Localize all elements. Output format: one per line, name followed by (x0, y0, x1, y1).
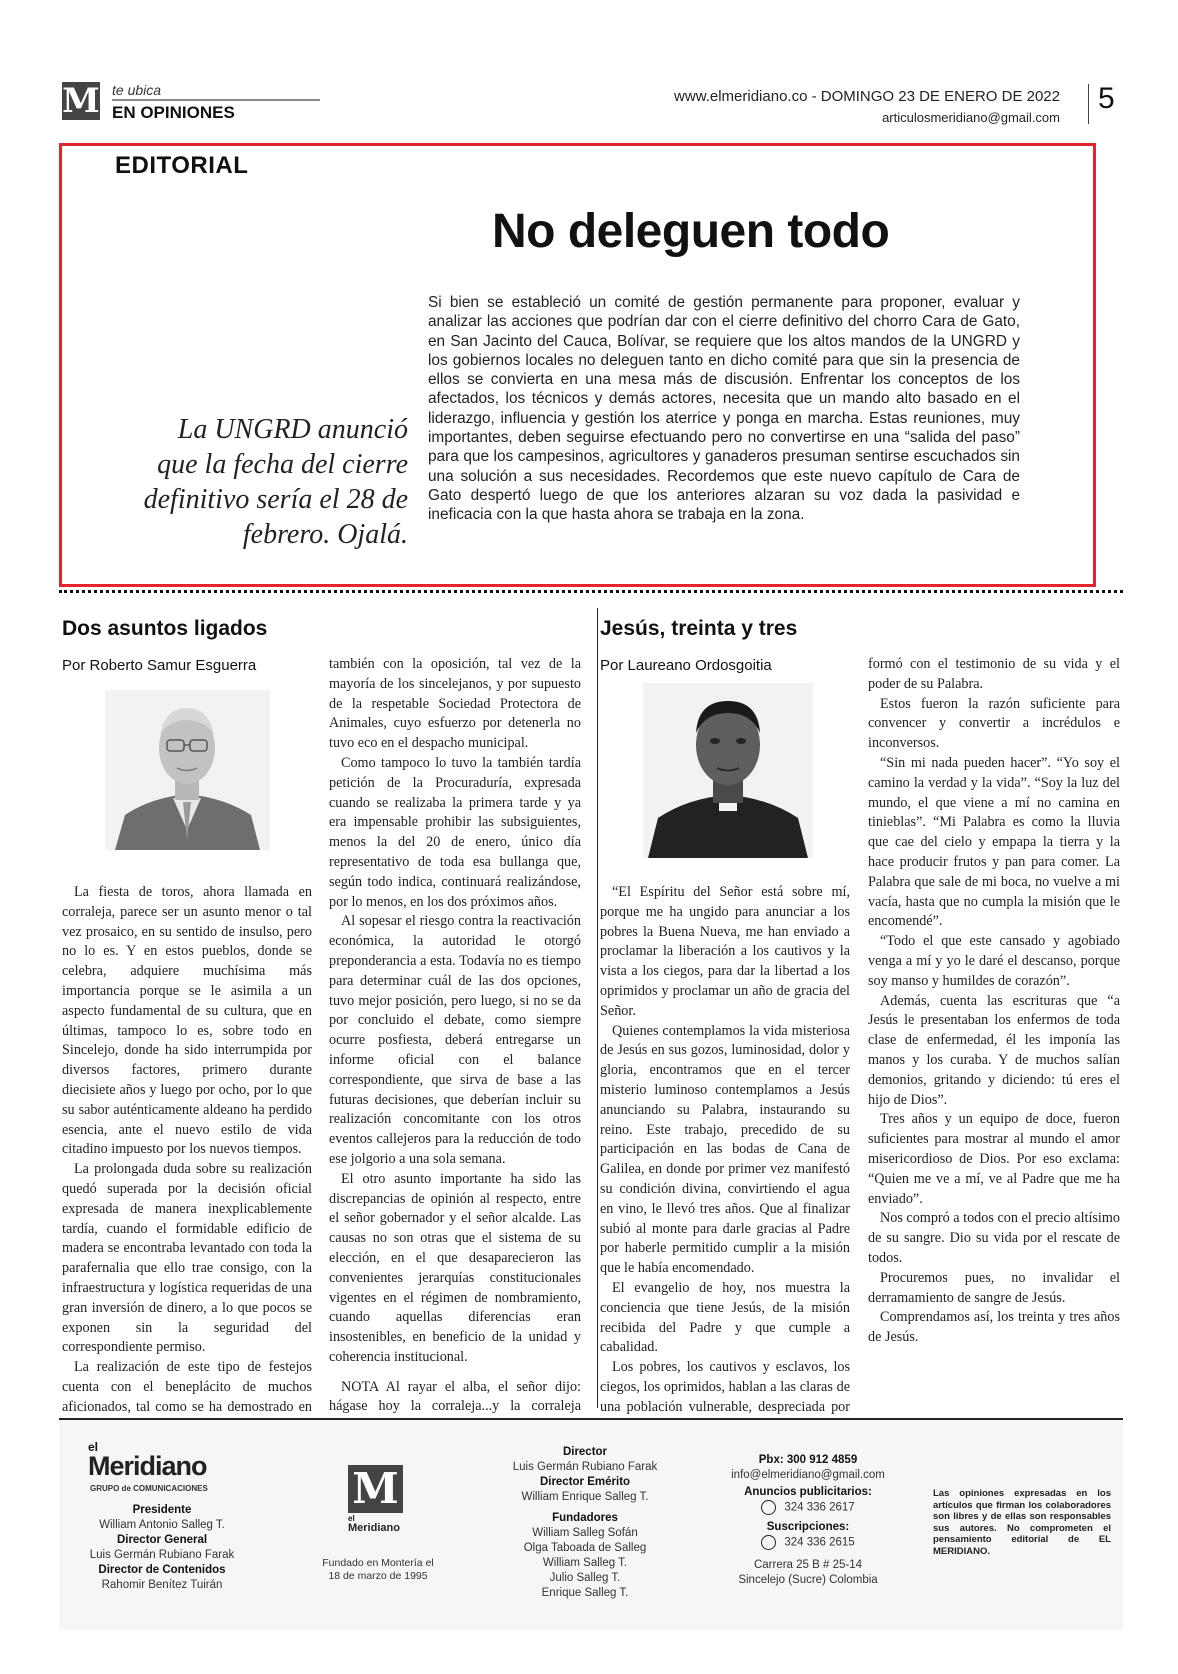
paragraph: Comprendamos así, los treinta y tres años de Jesús. (868, 1309, 1120, 1346)
footer-logo-name: Meridiano (348, 1522, 400, 1534)
director-label: Director (562, 1446, 608, 1458)
paragraph: El otro asunto importante ha sido las discrepancias de opinión al respecto, entre el señor gobernador y el señor alcalde. Las causas no son otras que el sistema de su elección, en el que desaparecieron las convenientes jerarquías constitucionales vigentes en el régimen de nombramiento, cuando aquellas diferencias eran insostenibles, en beneficio de la unidad y coherencia institucional. (329, 1170, 581, 1365)
article1-column1 (62, 883, 312, 1437)
paragraph: Procuremos pues, no invalidar el derramamiento de sangre de Jesús. (868, 1269, 1120, 1306)
paragraph: El evangelio de hoy, nos muestra la conciencia que tiene Jesús, de la misión recibida del Padre y que cumple a cabalidad. (600, 1279, 850, 1356)
paragraph: Además, cuenta las escrituras que “a Jesús le presentaban los enfermos de toda clase de enfermedad, él les imponía las manos y los curaba. Y de muchos salían demonios, gritando y diciendo: tú eres el hijo de Dios”. (868, 992, 1120, 1108)
paragraph: también con la oposición, tal vez de la mayoría de los sincelejanos, y por supuesto de la respetable Sociedad Protectora de Animales, cuyo esfuerzo por detenerla no tuvo eco en el despacho municipal. (329, 656, 581, 752)
director-general-label: Director General (116, 1534, 208, 1546)
director-general-name: Luis Germán Rubiano Farak (89, 1549, 235, 1561)
whatsapp-icon (761, 1535, 776, 1550)
editorial-body: Si bien se estableció un comité de gestión permanente para proponer, evaluar y analizar las acciones que podrían dar con el cierre definitivo del chorro Cara de Gato, en San Jacinto del Cauca, Bolívar, se requiere que los altos mandos de la UNGRD y los gobiernos locales no deleguen tanto en dicho comité para que sin la presencia de ellos se convierta en una mesa más de discusión. Enfrentar los conceptos de los afectados, los técnicos y demás actores, necesita que un mando alto basado en el liderazgo, influencia y gestión los aterrice y ponga en marcha. Estas reuniones, muy importantes, deben seguirse efectuando pero no convertirse en una “salida del paso” para que los campesinos, agricultores y ganaderos presuman sentirse escuchados sin una solución a sus necesidades. Recordemos que este nuevo capítulo de Cara de Gato despertó luego de que los anteriores alzaran su voz dada la pasividad e ineficacia con la que hasta ahora se trabaja en la zona. (428, 294, 1020, 524)
editorial-label: EDITORIAL (115, 152, 249, 179)
suscripciones-phone: 324 336 2615 (784, 1536, 855, 1549)
suscripciones-row (708, 1535, 908, 1551)
footer-logo-el: el (348, 1514, 355, 1523)
article1-byline: Por Roberto Samur Esguerra (62, 657, 257, 674)
director-emerito-label: Director Emérito (539, 1476, 631, 1488)
brand-subtitle: GRUPO de COMUNICACIONES (90, 1484, 208, 1493)
paragraph: Al sopesar el riesgo contra la reactivación económica, la autoridad le otorgó preponderancia a esta. Todavía no es tiempo para determinar cuál de las dos opciones, tuvo mejor posición, pero luego, si no se da por concluido el debate, como siempre ocurre posfiesta, deberá entregarse un informe oficial con el balance correspondiente, que sirva de base a las futuras decisiones, que deberían incluir su realización concomitante con los otros eventos callejeros para la reducción de todo ese jolgorio a una sola semana. (329, 913, 581, 1167)
footer-staff-block (62, 1503, 262, 1593)
paragraph: formó con el testimonio de su vida y el poder de su Palabra. (868, 656, 1120, 692)
fundadores-label: Fundadores (552, 1512, 618, 1524)
footer-disclaimer: Las opiniones expresadas en los artículos que firman los colaboradores son libres y de ellas son responsables sus autores. No comprometen el pensamiento editorial de EL MERIDIANO. (933, 1488, 1111, 1557)
anuncios-phone: 324 336 2617 (784, 1501, 855, 1514)
meridiano-logo: M (62, 81, 100, 121)
paragraph: La fiesta de toros, ahora llamada en corraleja, parece ser un asunto menor o tal vez prosaico, en su sentido de insulso, pero no lo es. Y en estos pueblos, donde se celebra, adquiere muchísima más importancia porque se le asimila a un aspecto fundamental de su cultura, que en últimas, tampoco lo es, sobre todo en Sincelejo, donde ha sido interrumpida por diversos factores, primero durante diecisiete años y luego por ocho, por lo que su sabor auténticamente aldeano ha perdido esencia, ante el nuevo estilo de vida citadino impuesto por los nuevos tiempos. (62, 884, 312, 1158)
page-number: 5 (1098, 82, 1115, 115)
paragraph: “Sin mi nada pueden hacer”. “Yo soy el camino la verdad y la vida”. “Soy la luz del mundo, el que viene a mí no camina en tinieblas”. “Mi Palabra es como la lluvia que cae del cielo y empapa la tierra y la hace producir frutos y pan para comer. La Palabra que sale de mi boca, no vuelve a mi vacía, hasta que no cumpla la misión que le encomendé”. (868, 754, 1120, 930)
fundador: Julio Salleg T. (549, 1572, 621, 1584)
section-tagline: te ubica (112, 82, 162, 98)
editorial-pull-quote: La UNGRD anunció que la fecha del cierre definitivo sería el 28 de febrero. Ojalá. (143, 414, 408, 550)
article2-column1 (600, 883, 850, 1457)
footer-contact-block (708, 1453, 908, 1588)
paragraph: Como tampoco lo tuvo la también tardía petición de la Procuraduría, expresada cuando se realizaba la primera tarde y ya era impensable prohibir las subsiguientes, menos la del 20 de enero, único día representativo de toda esa bullanga que, según todo indica, continuará realizándose, por lo menos, en los dos próximos años. (329, 754, 581, 910)
article1-column2 (329, 655, 581, 1437)
anuncios-label: Anuncios publicitarios: (744, 1486, 872, 1498)
section-divider (112, 99, 320, 101)
author-photo-ordosgoitia (643, 683, 813, 858)
paragraph: Tres años y un equipo de doce, fueron suficientes para mostrar al mundo el amor misericordioso de Dios. Por eso exclama: “Quien me ve a mí, ve al Padre que me ha enviado”. (868, 1111, 1120, 1207)
paragraph: Quienes contemplamos la vida misteriosa de Jesús en sus gozos, luminosidad, dolor y gloria, encontramos que en el tercer misterio luminoso contemplamos a Jesús anunciando su Palabra, instaurando su reino. Este trabajo, precedido de su participación en las bodas de Cana de Galilea, en donde por primer vez manifestó su condición divina, convirtiendo el agua en vino, le llevó tres años. Que al finalizar subió al monte para darle gracias al Padre por haberle permitido cumplir a la misión que le había encomendado. (600, 1022, 850, 1277)
header-email: articulosmeridiano@gmail.com (882, 110, 1060, 125)
paragraph: La prolongada duda sobre su realización quedó superada por la decisión oficial expresada de manera inexplicablemente tardía, cuando el formidable edificio de madera se encontraba levantado con toda la parafernalia que ello trae consigo, con la infraestructura y logística requeridas de una gran inversión de dinero, a lo que pocos se exponen sin la seguridad del correspondiente permiso. (62, 1161, 312, 1356)
brand-name: Meridiano (88, 1451, 207, 1481)
fundador: Enrique Salleg T. (541, 1587, 629, 1599)
paragraph: “El Espíritu del Señor está sobre mí, porque me ha ungido para anunciar a los pobres la Buena Nueva, me han enviado a proclamar la liberación a los cautivos y la vista a los ciegos, para dar la libertad a los oprimidos y proclamar un año de gracia del Señor. (600, 884, 850, 1019)
fundado-text: Fundado en Montería el 18 de marzo de 1995 (322, 1557, 434, 1582)
whatsapp-icon (761, 1500, 776, 1515)
article2-byline: Por Laureano Ordosgoitia (600, 657, 772, 674)
brand-el: el (88, 1440, 99, 1454)
fundador: William Salleg Sofán (532, 1527, 638, 1539)
footer-email: info@elmeridiano@gmail.com (731, 1469, 885, 1481)
paragraph: Estos fueron la razón suficiente para convencer y convertir a incrédulos e inconversos. (868, 695, 1120, 752)
author-photo-samur (105, 690, 270, 850)
editorial-title: No deleguen todo (492, 205, 890, 258)
column-divider (597, 608, 598, 1408)
pbx: Pbx: 300 912 4859 (758, 1454, 858, 1466)
article2-column2 (868, 655, 1120, 1348)
paragraph: Nos compró a todos con el precio altísimo de su sangre. Dio su vida por el rescate de todos. (868, 1210, 1120, 1266)
paragraph: La realización de este tipo de festejos cuenta con el beneplácito de muchos aficionados, tal como se ha demostrado en (62, 1359, 312, 1415)
footer-logo-m: M (348, 1465, 403, 1513)
fundador: Olga Taboada de Salleg (523, 1542, 647, 1554)
anuncios-row (708, 1500, 908, 1516)
address-line1: Carrera 25 B # 25-14 (753, 1559, 863, 1572)
article2-title: Jesús, treinta y tres (600, 617, 798, 640)
site-date: www.elmeridiano.co - DOMINGO 23 DE ENERO DE 2022 (674, 88, 1060, 105)
paragraph: “Todo el que este cansado y agobiado venga a mí y yo le daré el descanso, porque soy manso y humildes de corazón”. (868, 933, 1120, 989)
presidente-name: William Antonio Salleg T. (99, 1519, 225, 1531)
paragraph: Los pobres, los cautivos y esclavos, los ciegos, los oprimidos, hablan a las claras de una población vulnerable, despreciada por (600, 1359, 850, 1415)
director-name: Luis Germán Rubiano Farak (512, 1461, 658, 1473)
editorial-dotted-rule (59, 590, 1123, 593)
fundador: William Salleg T. (542, 1557, 628, 1569)
director-contenidos-label: Director de Contenidos (98, 1564, 226, 1576)
section-name: EN OPINIONES (112, 103, 235, 122)
header-divider (1088, 84, 1089, 124)
director-emerito-name: William Enrique Salleg T. (521, 1491, 649, 1503)
presidente-label: Presidente (132, 1504, 192, 1516)
article1-title: Dos asuntos ligados (62, 617, 268, 640)
suscripciones-label: Suscripciones: (766, 1520, 850, 1533)
director-contenidos-name: Rahomir Benítez Tuirán (101, 1579, 223, 1591)
paragraph: NOTA Al rayar el alba, el señor dijo: hágase hoy la corraleja...y la corraleja (329, 1378, 581, 1415)
address-line2: Sincelejo (Sucre) Colombia (738, 1574, 878, 1587)
footer-directors-block (495, 1445, 675, 1601)
